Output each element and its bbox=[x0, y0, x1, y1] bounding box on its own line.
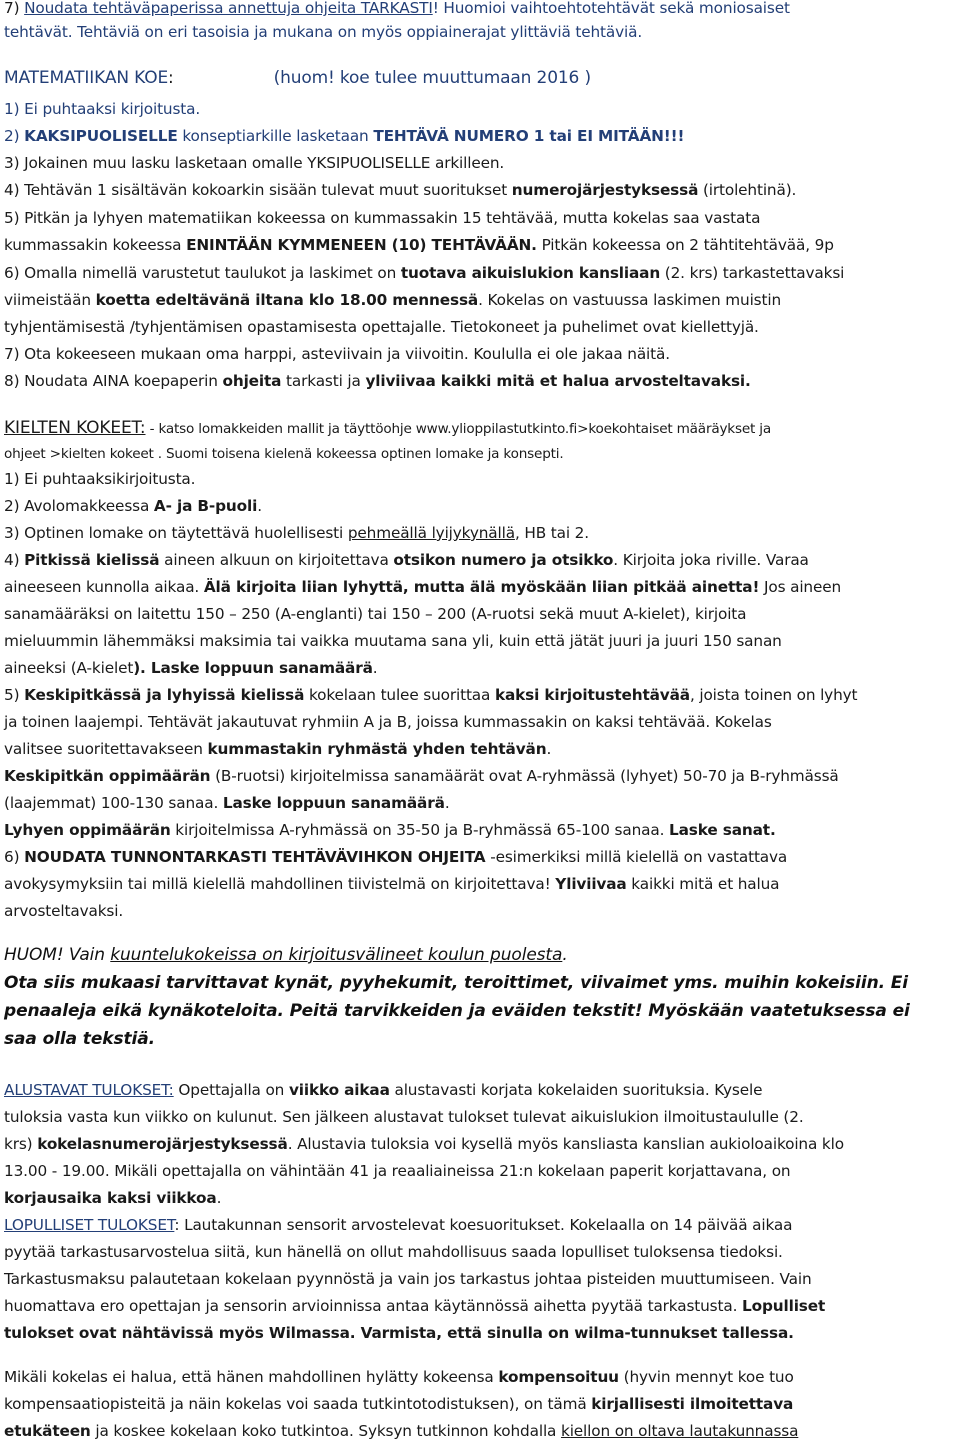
math-heading-line: MATEMATIIKAN KOE: (huom! koe tulee muuttumaan 2016 ) bbox=[4, 68, 591, 88]
math-rule-6a: 6) Omalla nimellä varustetut taulukot ja laskimet on tuotava aikuislukion kansliaan (2. krs) tarkastettavaksi bbox=[4, 264, 845, 282]
lang-rule-1: 1) Ei puhtaaksikirjoitusta. bbox=[4, 470, 196, 488]
results-line-10: tulokset ovat nähtävissä myös Wilmassa. Varmista, että sinulla on wilma-tunnukset tallessa. bbox=[4, 1324, 794, 1342]
results-line-7: pyytää tarkastusarvostelua siitä, kun hänellä on ollut mahdollisuus saada lopulliset tuloksensa tiedoksi. bbox=[4, 1243, 783, 1261]
comp-line-3: etukäteen ja koskee kokelaan koko tutkintoa. Syksyn tutkinnon kohdalla kiellon on oltava lautakunnassa bbox=[4, 1422, 799, 1440]
lang-rule-4d: mieluummin lähemmäksi maksimia tai vaikka muutama sana yli, kuin että jätät juuri ja juuri 150 sanan bbox=[4, 632, 782, 650]
math-rule-2: 2) KAKSIPUOLISELLE konseptiarkille lasketaan TEHTÄVÄ NUMERO 1 tai EI MITÄÄN!!! bbox=[4, 127, 685, 145]
lang-rule-5a: 5) Keskipitkässä ja lyhyissä kielissä kokelaan tulee suorittaa kaksi kirjoitustehtävää, joista toinen on lyhyt bbox=[4, 686, 858, 704]
alustavat-heading: ALUSTAVAT TULOKSET: bbox=[4, 1081, 174, 1099]
math-rule-6c: tyhjentämisestä /tyhjentämisen opastamisesta opettajalle. Tietokoneet ja puhelimet ovat kiellettyjä. bbox=[4, 318, 759, 336]
lang-rule-5b: ja toinen laajempi. Tehtävät jakautuvat ryhmiin A ja B, joissa kummassakin on kaksi tehtävää. Kokelas bbox=[4, 713, 772, 731]
lang-note-2: ohjeet >kielten kokeet . Suomi toisena kielenä kokeessa optinen lomake ja konsepti. bbox=[4, 446, 564, 462]
math-heading: MATEMATIIKAN KOE bbox=[4, 68, 169, 88]
lang-rule-6c: arvosteltavaksi. bbox=[4, 902, 124, 920]
math-rule-3: 3) Jokainen muu lasku lasketaan omalle YKSIPUOLISELLE arkilleen. bbox=[4, 154, 505, 172]
huom-line-1: HUOM! Vain kuuntelukokeissa on kirjoitusvälineet koulun puolesta. bbox=[4, 945, 568, 965]
results-line-4: 13.00 - 19.00. Mikäli opettajalla on vähintään 41 ja reaaliaineissa 21:n kokelaan paperit korjattavana, on bbox=[4, 1162, 791, 1180]
results-line-1: ALUSTAVAT TULOKSET: Opettajalla on viikko aikaa alustavasti korjata kokelaiden suorituksia. Kysele bbox=[4, 1081, 763, 1099]
math-rule-5b: kummassakin kokeessa ENINTÄÄN KYMMENEEN (10) TEHTÄVÄÄN. Pitkän kokeessa on 2 tähtitehtävää, 9p bbox=[4, 236, 834, 254]
lang-keskipitka-1: Keskipitkän oppimäärän (B-ruotsi) kirjoitelmissa sanamäärät ovat A-ryhmässä (lyhyet) 50-70 ja B-ryhmässä bbox=[4, 767, 839, 785]
math-rule-4: 4) Tehtävän 1 sisältävän kokoarkin sisään tulevat muut suoritukset numerojärjestyksessä (irtolehtinä). bbox=[4, 181, 797, 199]
results-line-2: tuloksia vasta kun viikko on kulunut. Sen jälkeen alustavat tulokset tulevat aikuislukion ilmoitustaululle (2. bbox=[4, 1108, 804, 1126]
lang-rule-5c: valitsee suoritettavakseen kummastakin ryhmästä yhden tehtävän. bbox=[4, 740, 552, 758]
intro-line-2: tehtävät. Tehtäviä on eri tasoisia ja mukana on myös oppiainerajat ylittäviä tehtäviä. bbox=[4, 23, 643, 41]
lang-rule-6a: 6) NOUDATA TUNNONTARKASTI TEHTÄVÄVIHKON OHJEITA -esimerkiksi millä kielellä on vastattava bbox=[4, 848, 788, 866]
lang-rule-4e: aineeksi (A-kielet). Laske loppuun sanamäärä. bbox=[4, 659, 378, 677]
lang-rule-2: 2) Avolomakkeessa A- ja B-puoli. bbox=[4, 497, 262, 515]
lang-rule-4a: 4) Pitkissä kielissä aineen alkuun on kirjoitettava otsikon numero ja otsikko. Kirjoita joka riville. Varaa bbox=[4, 551, 809, 569]
lopulliset-heading: LOPULLISET TULOKSET bbox=[4, 1216, 175, 1234]
lang-rule-4c: sanamääräksi on laitettu 150 – 250 (A-englanti) tai 150 – 200 (A-ruotsi sekä muut A-kielet), kirjoita bbox=[4, 605, 747, 623]
huom-line-4: saa olla tekstiä. bbox=[4, 1029, 155, 1049]
comp-line-1: Mikäli kokelas ei halua, että hänen mahdollinen hylätty kokeensa kompensoituu (hyvin mennyt koe tuo bbox=[4, 1368, 794, 1386]
math-rule-6b: viimeistään koetta edeltävänä iltana klo 18.00 mennessä. Kokelas on vastuussa laskimen muistin bbox=[4, 291, 781, 309]
lang-lyhyt: Lyhyen oppimäärän kirjoitelmissa A-ryhmässä on 35-50 ja B-ryhmässä 65-100 sanaa. Laske sanat. bbox=[4, 821, 776, 839]
lang-rule-6b: avokysymyksiin tai millä kielellä mahdollinen tiivistelmä on kirjoitettava! Yliviivaa kaikki mitä et halua bbox=[4, 875, 780, 893]
link-instructions[interactable]: Noudata tehtäväpaperissa annettuja ohjeita TARKASTI bbox=[24, 0, 433, 17]
lang-heading: KIELTEN KOKEET: bbox=[4, 418, 146, 438]
results-line-3: krs) kokelasnumerojärjestyksessä. Alustavia tuloksia voi kysellä myös kansliasta kanslian aukioloaikoina klo bbox=[4, 1135, 844, 1153]
lang-rule-4b: aineeseen kunnolla aikaa. Älä kirjoita liian lyhyttä, mutta älä myöskään liian pitkää ainetta! Jos aineen bbox=[4, 578, 842, 596]
results-line-9: huomattava ero opettajan ja sensorin arvioinnissa antaa käytännössä aihetta pyytää tarkastusta. Lopulliset bbox=[4, 1297, 826, 1315]
lang-rule-3: 3) Optinen lomake on täytettävä huolellisesti pehmeällä lyijykynällä, HB tai 2. bbox=[4, 524, 589, 542]
intro-line-1: 7) Noudata tehtäväpaperissa annettuja ohjeita TARKASTI! Huomioi vaihtoehtotehtävät sekä moniosaiset bbox=[4, 0, 790, 17]
comp-line-2: kompensaatiopisteitä ja näin kokelas voi saada tutkintotodistuksen), on tämä kirjallisesti ilmoitettava bbox=[4, 1395, 794, 1413]
math-rule-7: 7) Ota kokeeseen mukaan oma harppi, asteviivain ja viivoitin. Koululla ei ole jakaa näitä. bbox=[4, 345, 670, 363]
huom-line-2: Ota siis mukaasi tarvittavat kynät, pyyhekumit, teroittimet, viivaimet yms. muihin kokeisiin. Ei bbox=[4, 973, 908, 993]
results-line-5: korjausaika kaksi viikkoa. bbox=[4, 1189, 222, 1207]
results-line-8: Tarkastusmaksu palautetaan kokelaan pyynnöstä ja vain jos tarkastus johtaa pisteiden muuttumiseen. Vain bbox=[4, 1270, 812, 1288]
lang-heading-line: KIELTEN KOKEET: - katso lomakkeiden mallit ja täyttöohje www.ylioppilastutkinto.fi>koekohtaiset määräykset ja bbox=[4, 418, 771, 438]
lang-keskipitka-2: (laajemmat) 100-130 sanaa. Laske loppuun sanamäärä. bbox=[4, 794, 450, 812]
results-line-6: LOPULLISET TULOKSET: Lautakunnan sensorit arvostelevat koesuoritukset. Kokelaalla on 14 päivää aikaa bbox=[4, 1216, 793, 1234]
math-rule-8: 8) Noudata AINA koepaperin ohjeita tarkasti ja yliviivaa kaikki mitä et halua arvosteltavaksi. bbox=[4, 372, 751, 390]
huom-line-3: penaaleja eikä kynäkoteloita. Peitä tarvikkeiden ja eväiden tekstit! Myöskään vaatetuksessa ei bbox=[4, 1001, 910, 1021]
math-rule-5a: 5) Pitkän ja lyhyen matematiikan kokeessa on kummassakin 15 tehtävää, mutta kokelas saa vastata bbox=[4, 209, 761, 227]
math-rule-1: 1) Ei puhtaaksi kirjoitusta. bbox=[4, 100, 201, 118]
